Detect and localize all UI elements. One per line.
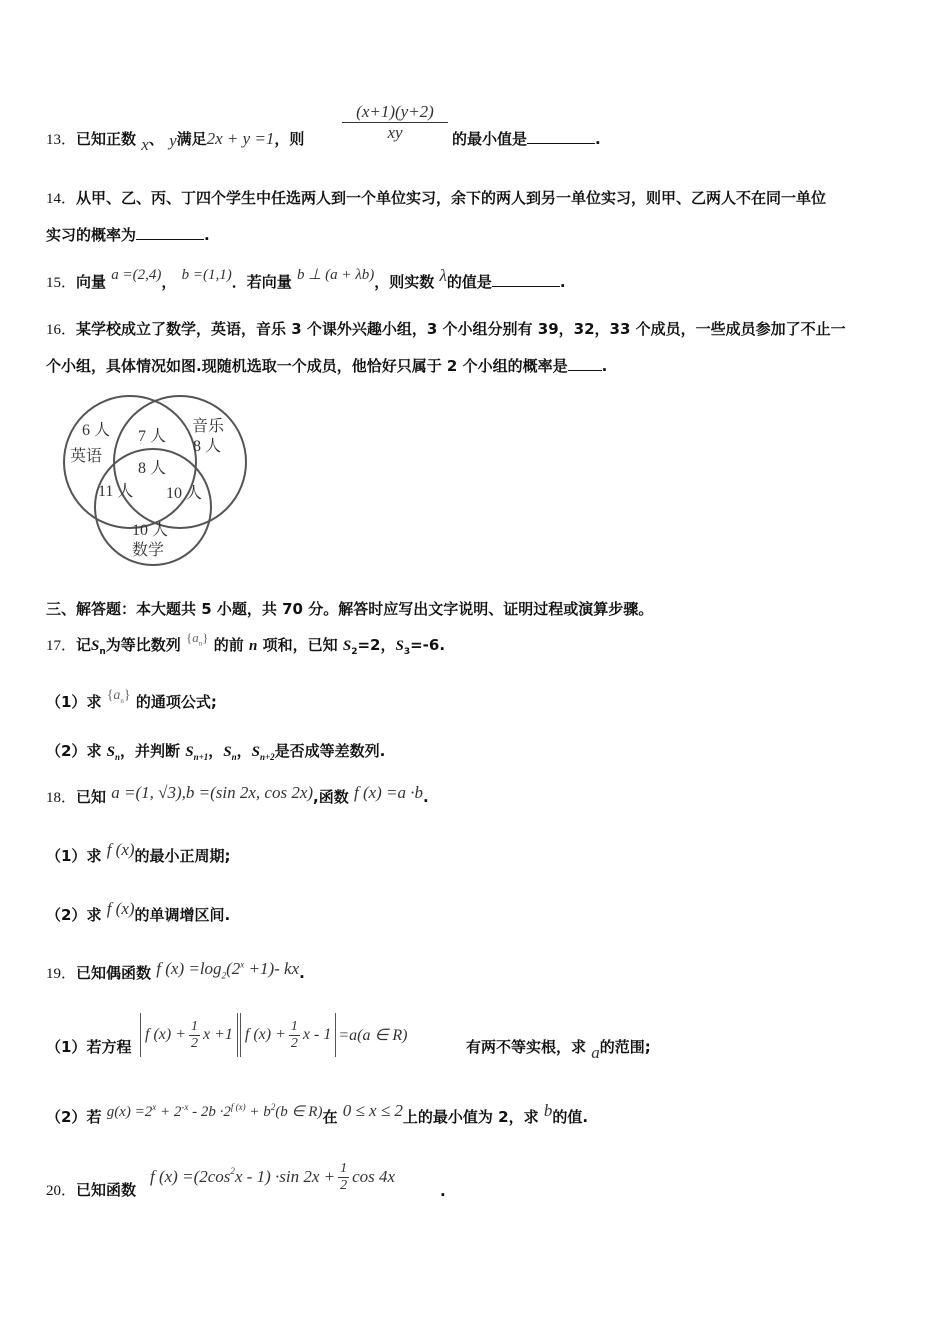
q18: 18．已知 a =(1, √3),b =(sin 2x, cos 2x),函数 f (x) =a ·b. (46, 783, 429, 806)
answer-blank[interactable] (136, 227, 204, 240)
q13-fraction: $\frac{(x+1)(y+2)}{xy}$ (342, 102, 448, 143)
venn-music-only: 8 人 (193, 438, 222, 455)
venn-english-math: 11 人 (98, 483, 134, 500)
q14: 14．从甲、乙、丙、丁四个学生中任选两人到一个单位实习，余下的两人到另一单位实习，则甲、乙两人不在同一单位 (46, 189, 827, 207)
q20: 20．已知函数 (46, 1181, 137, 1199)
q13: 13．已知正数 x、 y满足2x + y =1，则 (46, 129, 305, 154)
venn-math-label: 数学 (132, 542, 165, 559)
venn-english-label: 英语 (70, 448, 103, 465)
venn-all-three: 8 人 (138, 460, 167, 477)
music-circle (114, 396, 246, 528)
venn-math-only: 10 人 (132, 522, 169, 539)
venn-music-label: 音乐 (192, 418, 225, 435)
q20-equation: f (x) =(2cos $^2$ x - 1) ·sin 2x + $\frac{1}{2}$ cos 4x (150, 1160, 396, 1193)
venn-music-math: 10 人 (166, 485, 203, 502)
q19: 19．已知偶函数 f $(x) =\log_2(2^x +1)-$ kx. (46, 959, 305, 982)
answer-blank[interactable] (568, 358, 602, 371)
q13-number: 13． (46, 132, 77, 148)
venn-english-music: 7 人 (138, 428, 167, 445)
venn-english-only: 6 人 (82, 422, 111, 439)
venn-diagram (50, 385, 260, 575)
q16: 16．某学校成立了数学，英语，音乐 3 个课外兴趣小组，3 个小组分别有 39，32，33 个成员，一些成员参加了不止一 (46, 320, 846, 338)
answer-blank[interactable] (492, 274, 560, 287)
section-3-heading: 三、解答题：本大题共 5 小题，共 70 分。解答时应写出文字说明、证明过程或演算步骤。 (46, 600, 654, 618)
q19-equation: f (x) + $\frac{1}{2}$ x +1 f (x) + $\frac{1}{2}$ x - 1 =a(a ∈ R) (140, 1012, 408, 1058)
q15: 15．向量 a =(2,4)， b =(1,1)．若向量 b ⊥ (a + λb)，则实数 λ的值是 . (46, 266, 566, 291)
q17: 17．记$S_n$为等比数列 $\{a_n\}$ 的前 n 项和，已知 $S_2=2$，$S_3=-6$. (46, 630, 446, 657)
answer-blank[interactable] (527, 131, 595, 144)
